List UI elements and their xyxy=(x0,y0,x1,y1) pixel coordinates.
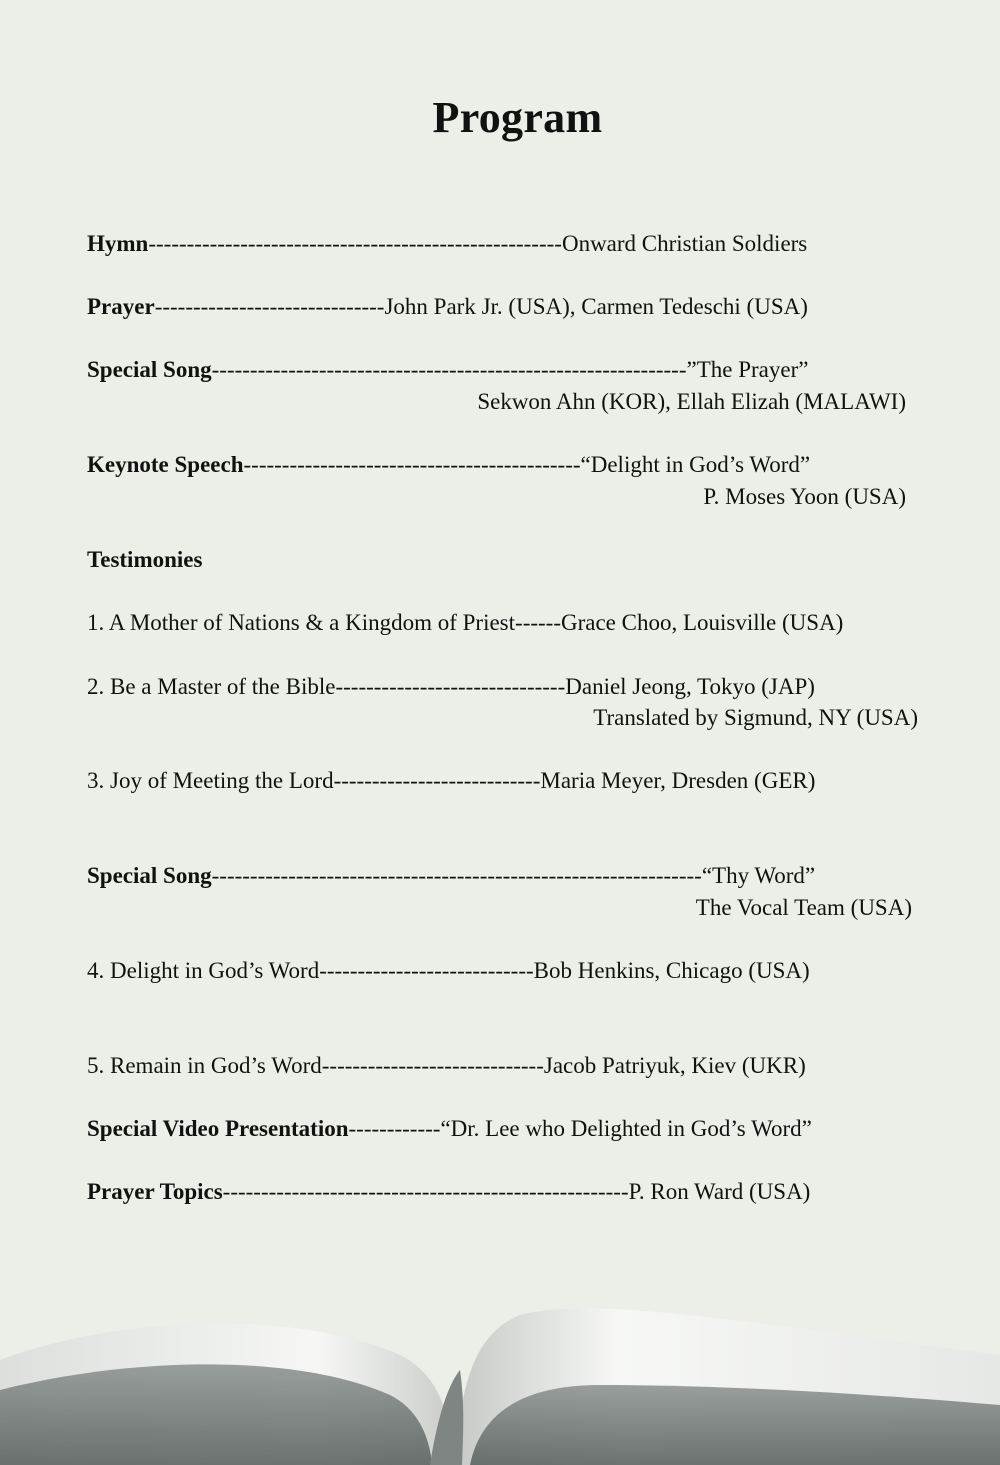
testimony-4 xyxy=(87,956,913,986)
leader-dashes: ---------------------------------------------------------------- xyxy=(211,863,702,888)
item-label: Keynote Speech xyxy=(87,452,244,477)
program-item-prayer xyxy=(87,292,913,322)
keynote-speaker: P. Moses Yoon (USA) xyxy=(703,484,906,509)
item-value: Bob Henkins, Chicago (USA) xyxy=(533,958,810,983)
item-value: Maria Meyer, Dresden (GER) xyxy=(540,768,816,793)
open-bible-illustration xyxy=(0,1295,1000,1465)
item-label: 1. A Mother of Nations & a Kingdom of Priest xyxy=(87,610,516,635)
item-value: John Park Jr. (USA), Carmen Tedeschi (USA) xyxy=(384,294,808,319)
item-label: 4. Delight in God’s Word xyxy=(87,958,320,983)
item-value: Jacob Patriyuk, Kiev (UKR) xyxy=(543,1053,806,1078)
leader-dashes: -------------------------------------------------------------- xyxy=(211,357,687,382)
special-song-2-performers: The Vocal Team (USA) xyxy=(695,895,912,920)
item-label: Hymn xyxy=(87,231,149,256)
item-value: Grace Choo, Louisville (USA) xyxy=(561,610,844,635)
item-value: P. Ron Ward (USA) xyxy=(628,1179,811,1204)
item-value: Daniel Jeong, Tokyo (JAP) xyxy=(565,674,815,699)
page-title: Program xyxy=(432,93,603,142)
item-value: “Delight in God’s Word” xyxy=(580,452,811,477)
testimony-3 xyxy=(87,766,920,796)
leader-dashes: ------------------------------ xyxy=(335,674,566,699)
item-label: Special Video Presentation xyxy=(87,1116,349,1141)
program-item-keynote xyxy=(87,450,913,480)
program-item-video xyxy=(87,1114,920,1144)
leader-dashes: ------ xyxy=(515,610,561,635)
leader-dashes: -------------------------------------------- xyxy=(243,452,581,477)
program-item-special-song-2 xyxy=(87,861,913,891)
leader-dashes: ---------------------------- xyxy=(319,958,534,983)
item-label: Prayer Topics xyxy=(87,1179,223,1204)
program-item-special-song-1 xyxy=(87,355,913,385)
testimony-1 xyxy=(87,608,913,638)
leader-dashes: ----------------------------------------------------- xyxy=(222,1179,629,1204)
item-label: Special Song xyxy=(87,863,212,888)
program-item-prayer-topics xyxy=(87,1177,913,1207)
testimony-5 xyxy=(87,1051,913,1081)
item-label: 3. Joy of Meeting the Lord xyxy=(87,768,334,793)
leader-dashes: ----------------------------- xyxy=(321,1053,544,1078)
special-song-1-performers: Sekwon Ahn (KOR), Ellah Elizah (MALAWI) xyxy=(477,389,906,414)
item-label: Special Song xyxy=(87,357,212,382)
program-item-hymn xyxy=(87,229,913,259)
item-value: “Thy Word” xyxy=(701,863,816,888)
item-value: ”The Prayer” xyxy=(686,357,809,382)
testimony-2-translator: Translated by Sigmund, NY (USA) xyxy=(593,705,918,730)
leader-dashes: ------------ xyxy=(348,1116,441,1141)
item-label: 2. Be a Master of the Bible xyxy=(87,674,336,699)
leader-dashes: ------------------------------------------------------ xyxy=(148,231,562,256)
leader-dashes: ------------------------------ xyxy=(154,294,385,319)
leader-dashes: --------------------------- xyxy=(333,768,541,793)
item-label: Prayer xyxy=(87,294,155,319)
item-value: Onward Christian Soldiers xyxy=(561,231,808,256)
testimonies-heading: Testimonies xyxy=(87,547,203,572)
item-value: “Dr. Lee who Delighted in God’s Word” xyxy=(440,1116,812,1141)
item-label: 5. Remain in God’s Word xyxy=(87,1053,322,1078)
testimony-2 xyxy=(87,672,920,702)
